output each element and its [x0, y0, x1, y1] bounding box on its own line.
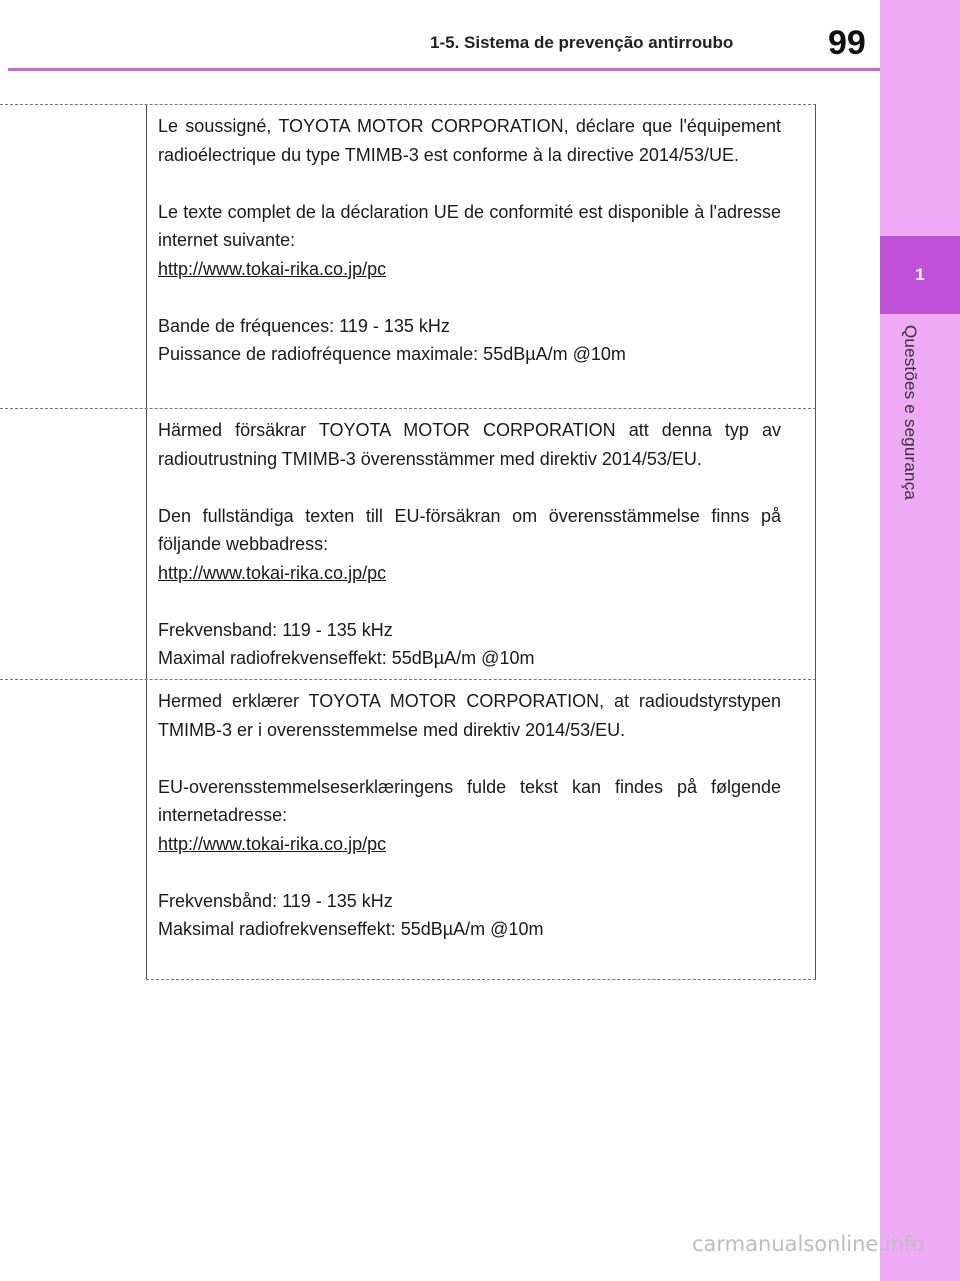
declaration-url-link[interactable]: http://www.tokai-rika.co.jp/pc [158, 562, 387, 583]
frequency-band: Bande de fréquences: 119 - 135 kHz [158, 315, 450, 336]
chapter-number-badge[interactable] [880, 236, 960, 314]
chapter-number: 1 [915, 265, 925, 284]
declaration-specs [158, 887, 781, 944]
chapter-title: Questões e segurança [901, 325, 920, 501]
declaration-statement: Le soussigné, TOYOTA MOTOR CORPORATION, déclare que l'équipement radioélectrique du type TMIMB-3 est conforme à la directive 2014/53/UE. [158, 116, 781, 165]
declaration-french [146, 104, 816, 408]
frequency-band: Frekvensband: 119 - 135 kHz [158, 619, 393, 640]
declaration-availability [158, 502, 781, 588]
section-title: 1-5. Sistema de prevenção antirroubo [430, 33, 734, 52]
watermark-text: carmanualsonline.info [692, 1232, 925, 1256]
declaration-specs [158, 312, 781, 369]
availability-text: Le texte complet de la déclaration UE de conformité est disponible à l'adresse internet suivante: [158, 201, 781, 250]
frequency-band: Frekvensbånd: 119 - 135 kHz [158, 890, 393, 911]
declarations-box [146, 104, 816, 980]
availability-text: Den fullständiga texten till EU-försäkran om överensstämmelse finns på följande webbadress: [158, 505, 781, 554]
declaration-specs [158, 616, 781, 673]
declaration-statement: Hermed erklærer TOYOTA MOTOR CORPORATION, at radioudstyrstypen TMIMB-3 er i overensstemmelse med direktiv 2014/53/EU. [158, 691, 781, 740]
chapter-side-tab [880, 0, 960, 1281]
declaration-danish [146, 679, 816, 980]
declaration-availability [158, 773, 781, 859]
max-power: Puissance de radiofréquence maximale: 55dBµA/m @10m [158, 344, 626, 364]
page-number: 99 [828, 24, 866, 62]
header-divider [8, 68, 880, 71]
declaration-availability [158, 198, 781, 284]
declaration-url-link[interactable]: http://www.tokai-rika.co.jp/pc [158, 258, 387, 279]
declaration-statement: Härmed försäkrar TOYOTA MOTOR CORPORATION att denna typ av radioutrustning TMIMB-3 överensstämmer med direktiv 2014/53/EU. [158, 420, 781, 469]
declaration-swedish [146, 408, 816, 679]
max-power: Maximal radiofrekvenseffekt: 55dBµA/m @10m [158, 648, 535, 668]
max-power: Maksimal radiofrekvenseffekt: 55dBµA/m @10m [158, 919, 544, 939]
declaration-url-link[interactable]: http://www.tokai-rika.co.jp/pc [158, 833, 387, 854]
availability-text: EU-overensstemmelseserklæringens fulde tekst kan findes på følgende internetadresse: [158, 776, 781, 825]
